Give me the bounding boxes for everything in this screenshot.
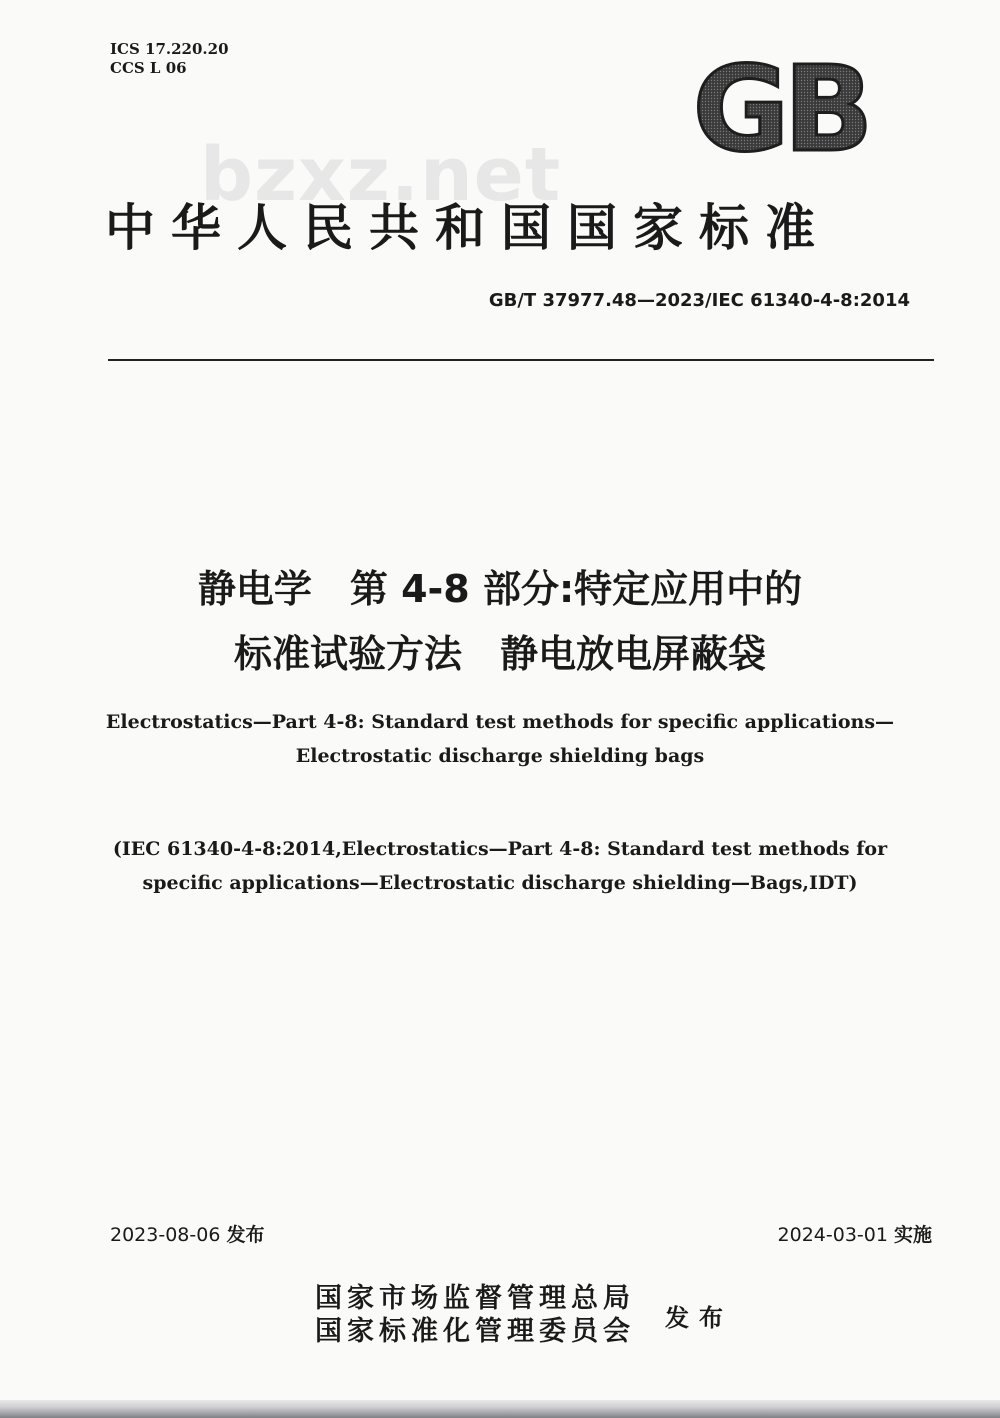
classification-codes bbox=[110, 40, 229, 78]
publish-date-value: 2023-08-06 bbox=[110, 1224, 221, 1246]
equivalence-line-1: (IEC 61340-4-8:2014,Electrostatics—Part 4-8: Standard test methods for bbox=[112, 838, 888, 860]
chinese-title-line-2: 标准试验方法 静电放电屏蔽袋 bbox=[233, 632, 766, 676]
implement-date bbox=[778, 1220, 932, 1247]
issue-word: 发布 bbox=[665, 1303, 733, 1332]
chinese-title-line-1: 静电学 第 4-8 部分:特定应用中的 bbox=[197, 567, 803, 611]
national-standard-title: 中华人民共和国国家标准 bbox=[105, 198, 831, 257]
bottom-edge-strip bbox=[0, 1400, 1000, 1418]
gb-logo bbox=[680, 55, 880, 160]
issuer-samr: 国家市场监督管理总局 bbox=[315, 1283, 635, 1314]
issuer-sac: 国家标准化管理委员会 bbox=[315, 1316, 635, 1347]
divider-line bbox=[108, 359, 934, 361]
publish-date bbox=[110, 1220, 264, 1247]
issuing-authorities bbox=[315, 1282, 635, 1348]
equivalence-line-2: specific applications—Electrostatic discharge shielding—Bags,IDT) bbox=[142, 872, 858, 894]
gb-logo-text: GB bbox=[692, 55, 868, 160]
watermark: bzxz.net bbox=[200, 132, 562, 218]
english-title-line-1: Electrostatics—Part 4-8: Standard test methods for specific applications— bbox=[105, 711, 895, 733]
publish-label: 发布 bbox=[226, 1224, 265, 1246]
implement-label: 实施 bbox=[893, 1224, 932, 1246]
standard-number: GB/T 37977.48—2023/IEC 61340-4-8:2014 bbox=[488, 290, 910, 311]
english-title-line-2: Electrostatic discharge shielding bags bbox=[295, 745, 705, 767]
implement-date-value: 2024-03-01 bbox=[777, 1224, 888, 1246]
ccs-code: CCS L 06 bbox=[110, 59, 187, 77]
ics-code: ICS 17.220.20 bbox=[110, 40, 229, 58]
